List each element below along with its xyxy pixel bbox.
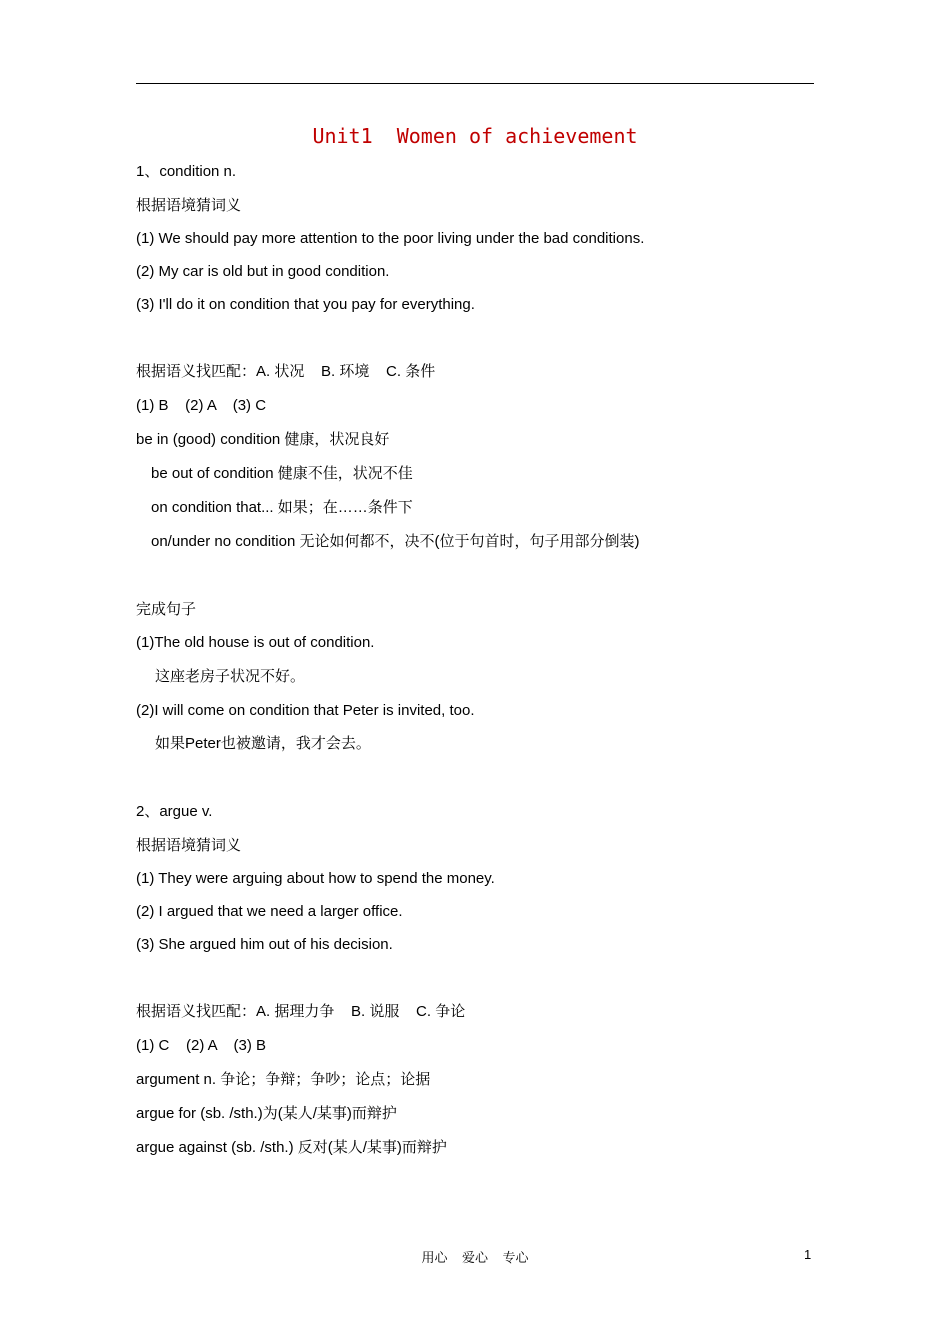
example-sentence: (3) She argued him out of his decision.: [136, 936, 393, 953]
instruction-complete-sentences: 完成句子: [136, 601, 197, 618]
example-sentence: (1) We should pay more attention to the poor living under the bad conditions.: [136, 230, 645, 247]
unit-title: Unit1 Women of achievement: [312, 124, 638, 148]
phrase-line: be out of condition 健康不佳，状况不佳: [151, 465, 413, 482]
header-rule: [136, 83, 814, 84]
exercise-sentence: (2)I will come on condition that Peter is invited, too.: [136, 702, 475, 719]
example-sentence: (2) My car is old but in good condition.: [136, 263, 390, 280]
section-heading-condition: 1、condition n.: [136, 163, 237, 180]
page-footer: 用心 爱心 专心: [421, 1250, 529, 1265]
instruction-guess-meaning: 根据语境猜词义: [136, 837, 242, 854]
example-sentence: (3) I'll do it on condition that you pay for everything.: [136, 296, 475, 313]
phrase-line: argue against (sb. /sth.) 反对(某人/某事)而辩护: [136, 1139, 447, 1156]
phrase-line: on condition that... 如果；在……条件下: [151, 499, 413, 516]
section-heading-argue: 2、argue v.: [136, 803, 213, 820]
exercise-translation: 如果Peter也被邀请，我才会去。: [155, 735, 371, 752]
example-sentence: (2) I argued that we need a larger office.: [136, 903, 403, 920]
instruction-match-meaning: 根据语义找匹配：A. 状况 B. 环境 C. 条件: [136, 363, 436, 380]
example-sentence: (1) They were arguing about how to spend the money.: [136, 870, 495, 887]
phrase-line: be in (good) condition 健康，状况良好: [136, 431, 390, 448]
phrase-line: argument n. 争论；争辩；争吵；论点；论据: [136, 1071, 431, 1088]
phrase-line: argue for (sb. /sth.)为(某人/某事)而辩护: [136, 1105, 397, 1122]
instruction-guess-meaning: 根据语境猜词义: [136, 197, 242, 214]
answer-line: (1) C (2) A (3) B: [136, 1037, 267, 1054]
exercise-translation: 这座老房子状况不好。: [155, 668, 306, 685]
phrase-line: on/under no condition 无论如何都不，决不(位于句首时，句子用部分倒装): [151, 533, 640, 550]
instruction-match-meaning: 根据语义找匹配：A. 据理力争 B. 说服 C. 争论: [136, 1003, 466, 1020]
exercise-sentence: (1)The old house is out of condition.: [136, 634, 375, 651]
answer-line: (1) B (2) A (3) C: [136, 397, 267, 414]
page-number: 1: [804, 1247, 812, 1262]
